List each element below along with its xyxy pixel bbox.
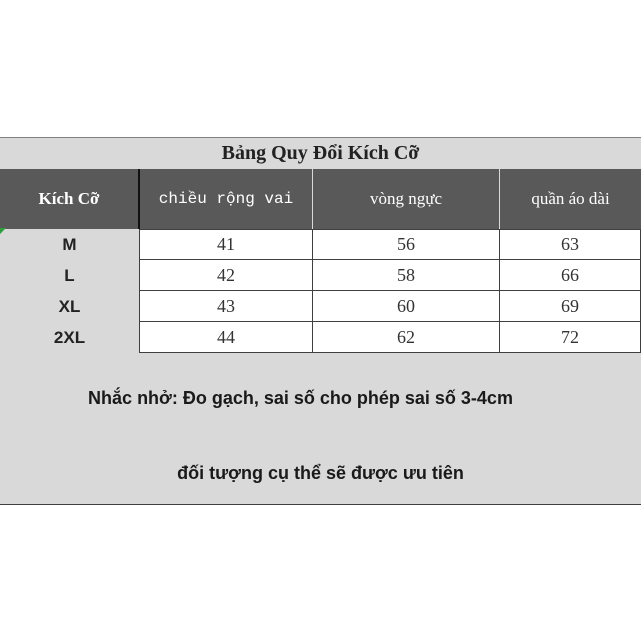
shoulder-value: 43 <box>139 291 313 322</box>
priority-note: đối tượng cụ thể sẽ được ưu tiên <box>177 463 464 483</box>
chest-value: 60 <box>313 291 500 322</box>
shoulder-value: 44 <box>139 322 313 353</box>
shoulder-value: 41 <box>139 229 313 260</box>
size-label: M <box>62 234 77 254</box>
table-row <box>0 322 641 353</box>
size-label: XL <box>58 296 81 316</box>
length-value: 72 <box>500 322 641 353</box>
chart-title: Bảng Quy Đổi Kích Cỡ <box>221 141 420 164</box>
chest-value: 56 <box>313 229 500 260</box>
length-value: 69 <box>500 291 641 322</box>
measurement-note: Nhắc nhở: Đo gạch, sai số cho phép sai số 3-4cm <box>88 388 513 408</box>
table-row <box>0 291 641 322</box>
header-chest: vòng ngực <box>313 169 499 229</box>
size-chart <box>0 137 641 505</box>
size-label: L <box>64 265 75 285</box>
table-row <box>0 260 641 291</box>
size-label: 2XL <box>53 327 86 347</box>
table-row <box>0 229 641 260</box>
header-size: Kích Cỡ <box>0 169 138 229</box>
length-value: 63 <box>500 229 641 260</box>
chest-value: 58 <box>313 260 500 291</box>
header-length: quần áo dài <box>500 169 641 229</box>
shoulder-value: 42 <box>139 260 313 291</box>
chest-value: 62 <box>313 322 500 353</box>
length-value: 66 <box>500 260 641 291</box>
header-shoulder-width: chiều rộng vai <box>140 169 312 229</box>
